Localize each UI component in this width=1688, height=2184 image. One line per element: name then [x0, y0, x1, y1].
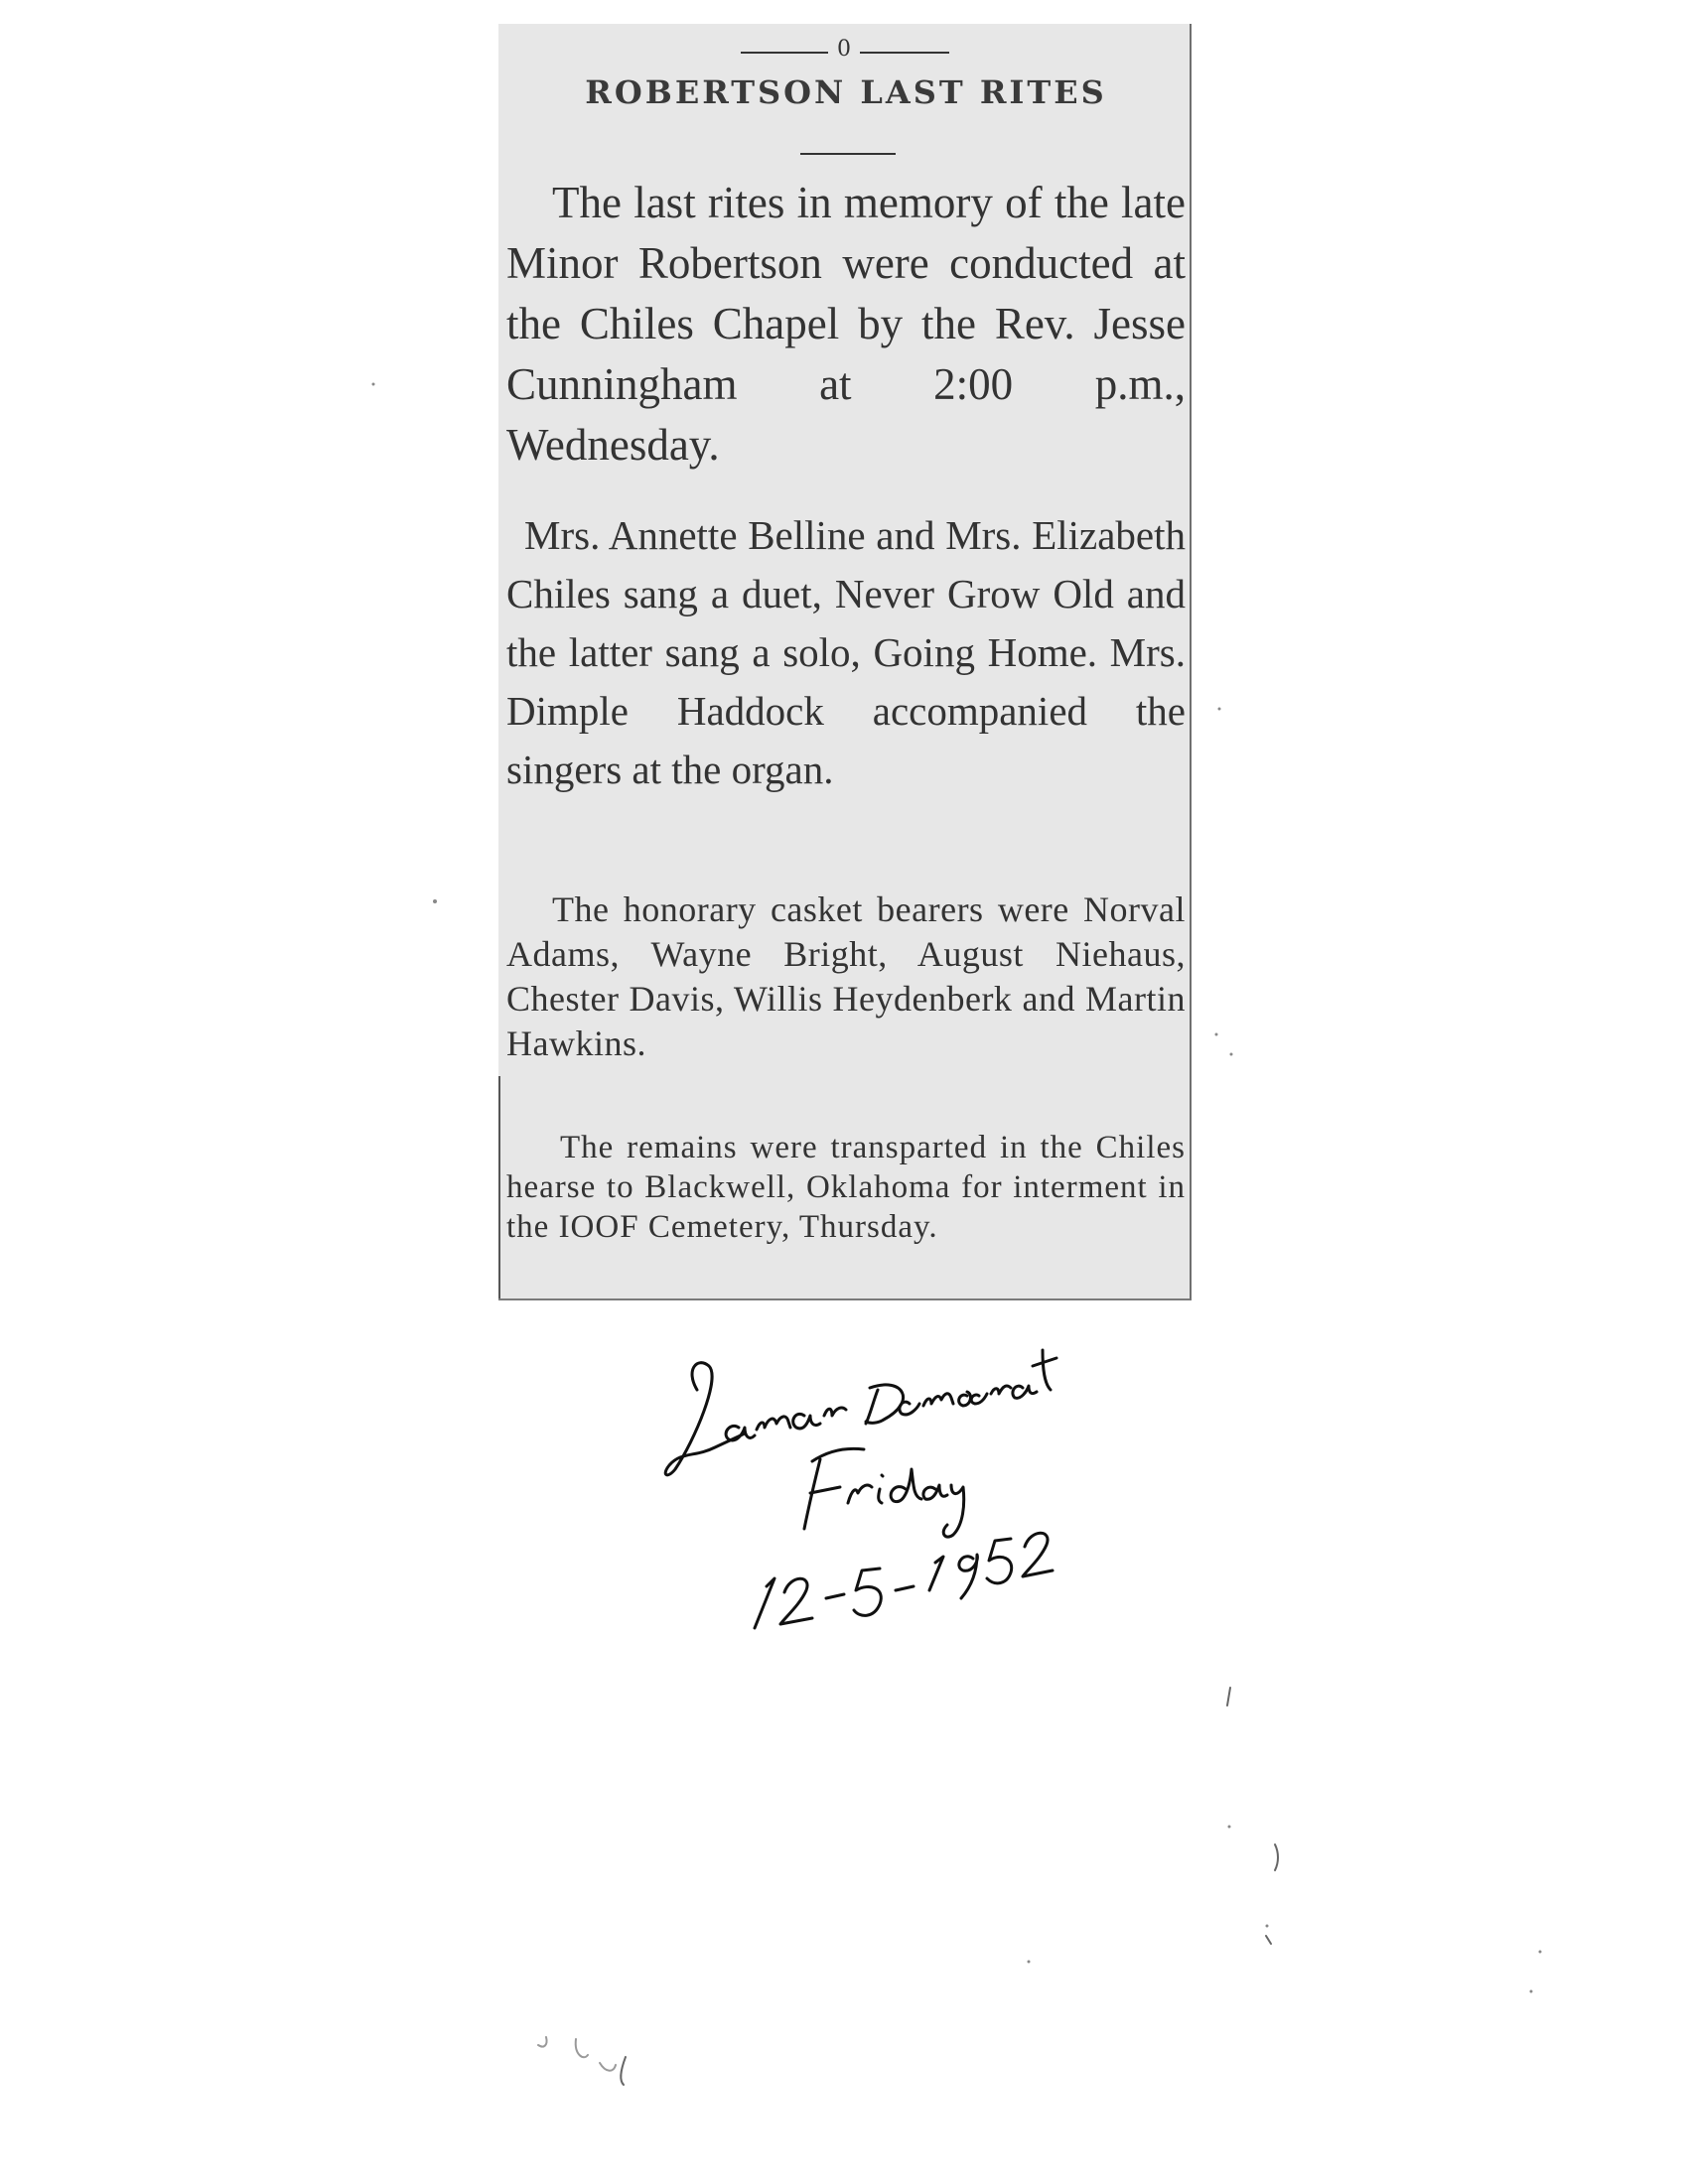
clipping-headline: ROBERTSON LAST RITES	[585, 73, 1107, 111]
headline-rule	[800, 153, 896, 155]
handwritten-note	[635, 1330, 1172, 1668]
clipping-edge-line	[498, 1076, 500, 1300]
paragraph-service: The last rites in memory of the late Minor Robertson were conducted at the Chiles Chapel by the Rev. Jesse Cunningham at 2:00 p.m., Wednesday.	[506, 178, 1186, 470]
clipping-content	[506, 24, 1186, 1298]
newspaper-clipping	[498, 24, 1192, 1300]
top-separator: 0	[828, 36, 860, 64]
paragraph-interment: The remains were transparted in the Chiles hearse to Blackwell, Oklahoma for interment in the IOOF Cemetery, Thursday.	[506, 1130, 1186, 1245]
paragraph-music: Mrs. Annette Belline and Mrs. Elizabeth Chiles sang a duet, Never Grow Old and the latter sang a solo, Going Home. Mrs. Dimple Haddock accompanied the singers at the organ.	[506, 512, 1186, 792]
paragraph-bearers: The honorary casket bearers were Norval Adams, Wayne Bright, August Niehaus, Chester Davis, Willis Heydenberk and Martin Hawkins.	[506, 889, 1186, 1063]
handwritten-note-drawing	[635, 1330, 1172, 1668]
